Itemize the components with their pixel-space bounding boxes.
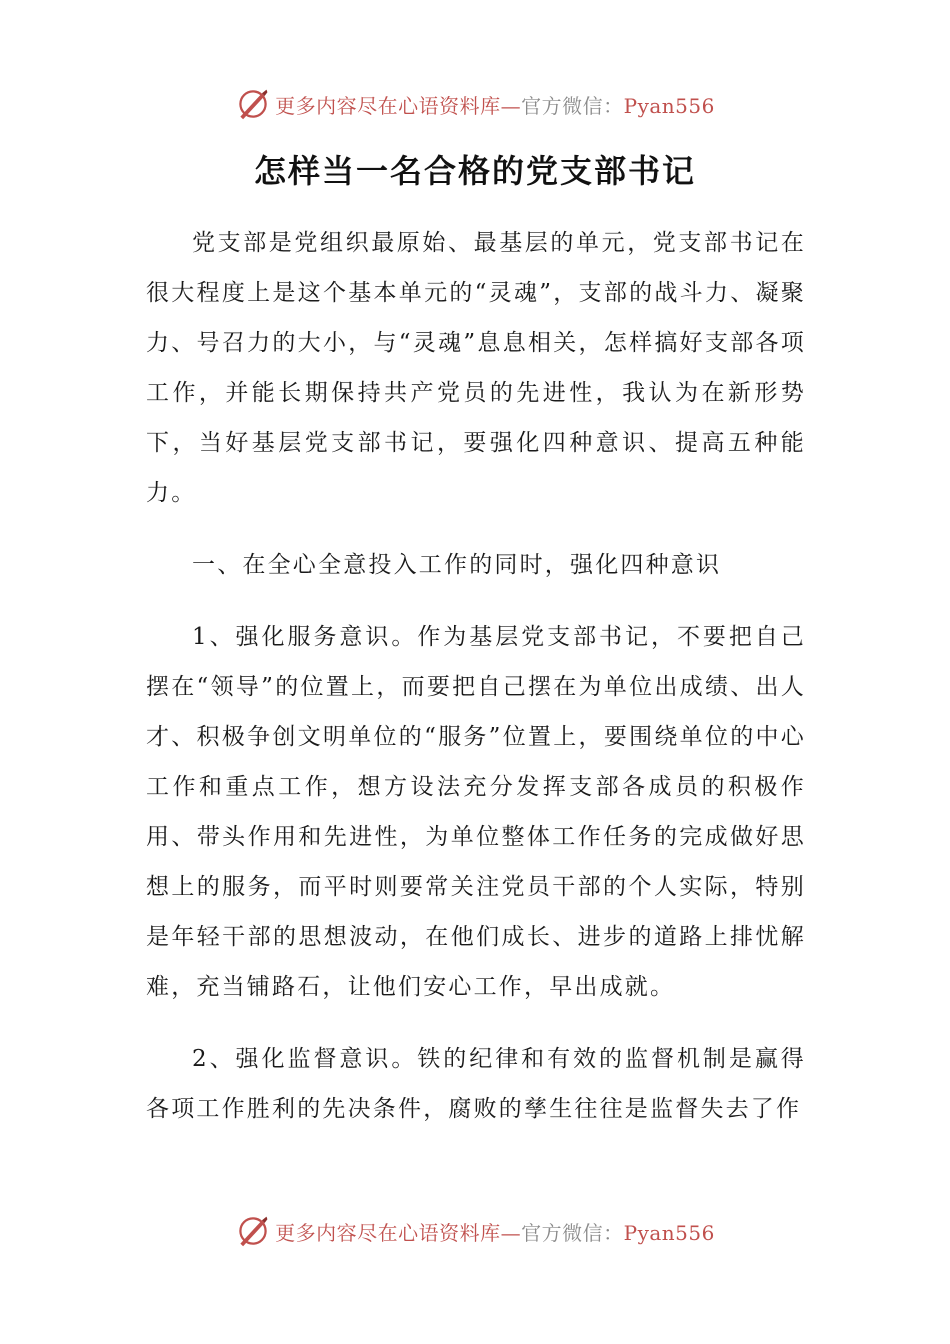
paragraph-supervision: 2、强化监督意识。铁的纪律和有效的监督机制是赢得各项工作胜利的先决条件，腐败的孳生往往是监督失去了作 (146, 1046, 806, 1122)
banner-main-text: 更多内容尽在心语资料库— (275, 93, 522, 118)
paragraph-service: 1、强化服务意识。作为基层党支部书记，不要把自己摆在“领导”的位置上，而要把自己摆在为单位出成绩、出人才、积极争创文明单位的“服务”位置上，要围绕单位的中心工作和重点工作，想方设法充分发挥支部各成员的积极作用、带头作用和先进性，为单位整体工作任务的完成做好思想上的服务，而平时则要常关注党员干部的个人实际，特别是年轻干部的思想波动，在他们成长、进步的道路上排忧解难，充当铺路石，让他们安心工作，早出成就。 (146, 624, 806, 1000)
footer-banner (0, 1211, 950, 1251)
pen-logo-icon (235, 1213, 271, 1249)
paragraph-intro: 党支部是党组织最原始、最基层的单元，党支部书记在很大程度上是这个基本单元的“灵魂”，支部的战斗力、凝聚力、号召力的大小，与“灵魂”息息相关，怎样搞好支部各项工作，并能长期保持共产党员的先进性，我认为在新形势下，当好基层党支部书记，要强化四种意识、提高五种能力。 (146, 230, 806, 506)
document-title: 怎样当一名合格的党支部书记 (253, 152, 696, 190)
banner-wechat-id: Pyan556 (623, 93, 715, 118)
banner-wechat-id: Pyan556 (623, 1220, 715, 1245)
pen-logo-icon (235, 86, 271, 122)
section-heading: 一、在全心全意投入工作的同时，强化四种意识 (192, 552, 722, 578)
banner-main-text: 更多内容尽在心语资料库— (275, 1220, 522, 1245)
banner-text (275, 1217, 715, 1246)
header-banner (0, 84, 950, 124)
banner-text (275, 90, 715, 119)
document-body (146, 218, 806, 1134)
banner-wechat-label: 官方微信： (521, 93, 624, 118)
banner-wechat-label: 官方微信： (521, 1220, 624, 1245)
